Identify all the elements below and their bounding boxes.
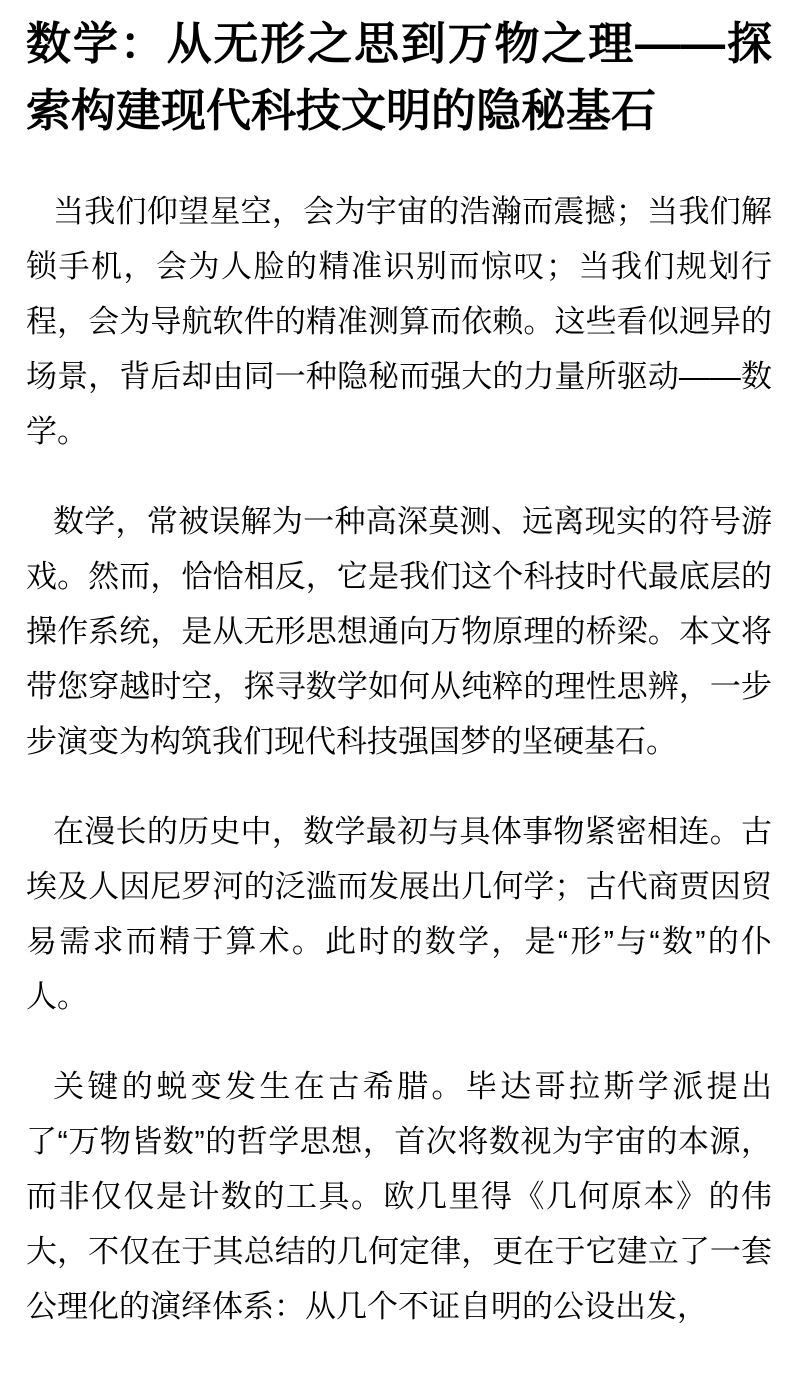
- article-title: 数学：从无形之思到万物之理——探索构建现代科技文明的隐秘基石: [26, 18, 772, 136]
- article-paragraph-4-truncated: 关键的蜕变发生在古希腊。毕达哥拉斯学派提出了“万物皆数”的哲学思想，首次将数视为宇宙的本源，而非仅仅是计数的工具。欧几里得《几何原本》的伟大，不仅在于其总结的几何定律，更在于它建立了一套公理化的演绎体系：从几个不证自明的公设出发，: [26, 1069, 772, 1324]
- article-paragraph-3: 在漫长的历史中，数学最初与具体事物紧密相连。古埃及人因尼罗河的泛滥而发展出几何学；古代商贾因贸易需求而精于算术。此时的数学，是“形”与“数”的仆人。: [26, 814, 772, 1014]
- article-paragraph-2: 数学，常被误解为一种高深莫测、远离现实的符号游戏。然而，恰恰相反，它是我们这个科技时代最底层的操作系统，是从无形思想通向万物原理的桥梁。本文将带您穿越时空，探寻数学如何从纯粹的理性思辨，一步步演变为构筑我们现代科技强国梦的坚硬基石。: [26, 504, 772, 759]
- article-paragraph-1: 当我们仰望星空，会为宇宙的浩瀚而震撼；当我们解锁手机，会为人脸的精准识别而惊叹；当我们规划行程，会为导航软件的精准测算而依赖。这些看似迥异的场景，背后却由同一种隐秘而强大的力量所驱动——数学。: [26, 194, 772, 449]
